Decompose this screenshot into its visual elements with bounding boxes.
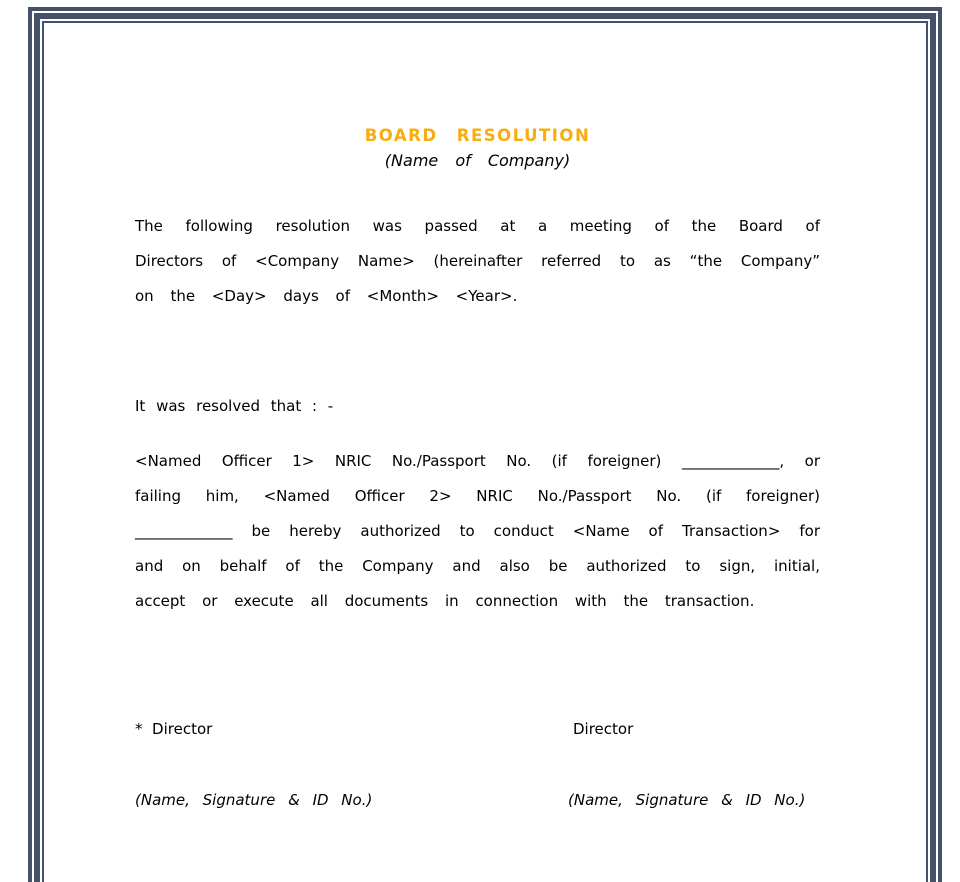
signature-caption-right: (Name, Signature & ID No.) xyxy=(568,791,806,809)
signature-captions-row xyxy=(135,783,820,818)
page-border-outer xyxy=(28,7,942,882)
authorization-paragraph: <Named Officer 1> NRIC No./Passport No. (if foreigner) _____________, or failing him, <Named Officer 2> NRIC No./Passport No. (if foreigner) _____________ be hereby authorized to conduct <Name of Transaction> for and on behalf of the Company and also be authorized to sign, initial, accept or execute all documents in connection with the transaction. xyxy=(135,452,820,610)
page-border-inner xyxy=(42,21,928,882)
resolved-line: It was resolved that : - xyxy=(135,397,334,415)
director-right-label: Director xyxy=(573,720,634,738)
intro-paragraph: The following resolution was passed at a meeting of the Board of Directors of <Company Name> (hereinafter referred to as “the Company” on the <Day> days of <Month> <Year>. xyxy=(135,217,820,305)
company-name-subtitle: (Name of Company) xyxy=(384,151,571,170)
page-border-middle xyxy=(34,13,936,882)
document-title: BOARD RESOLUTION xyxy=(364,126,591,145)
signature-caption-left: (Name, Signature & ID No.) xyxy=(135,791,373,809)
director-left-label: * Director xyxy=(135,720,213,738)
document-content xyxy=(44,23,926,818)
signature-roles-row xyxy=(135,712,820,747)
